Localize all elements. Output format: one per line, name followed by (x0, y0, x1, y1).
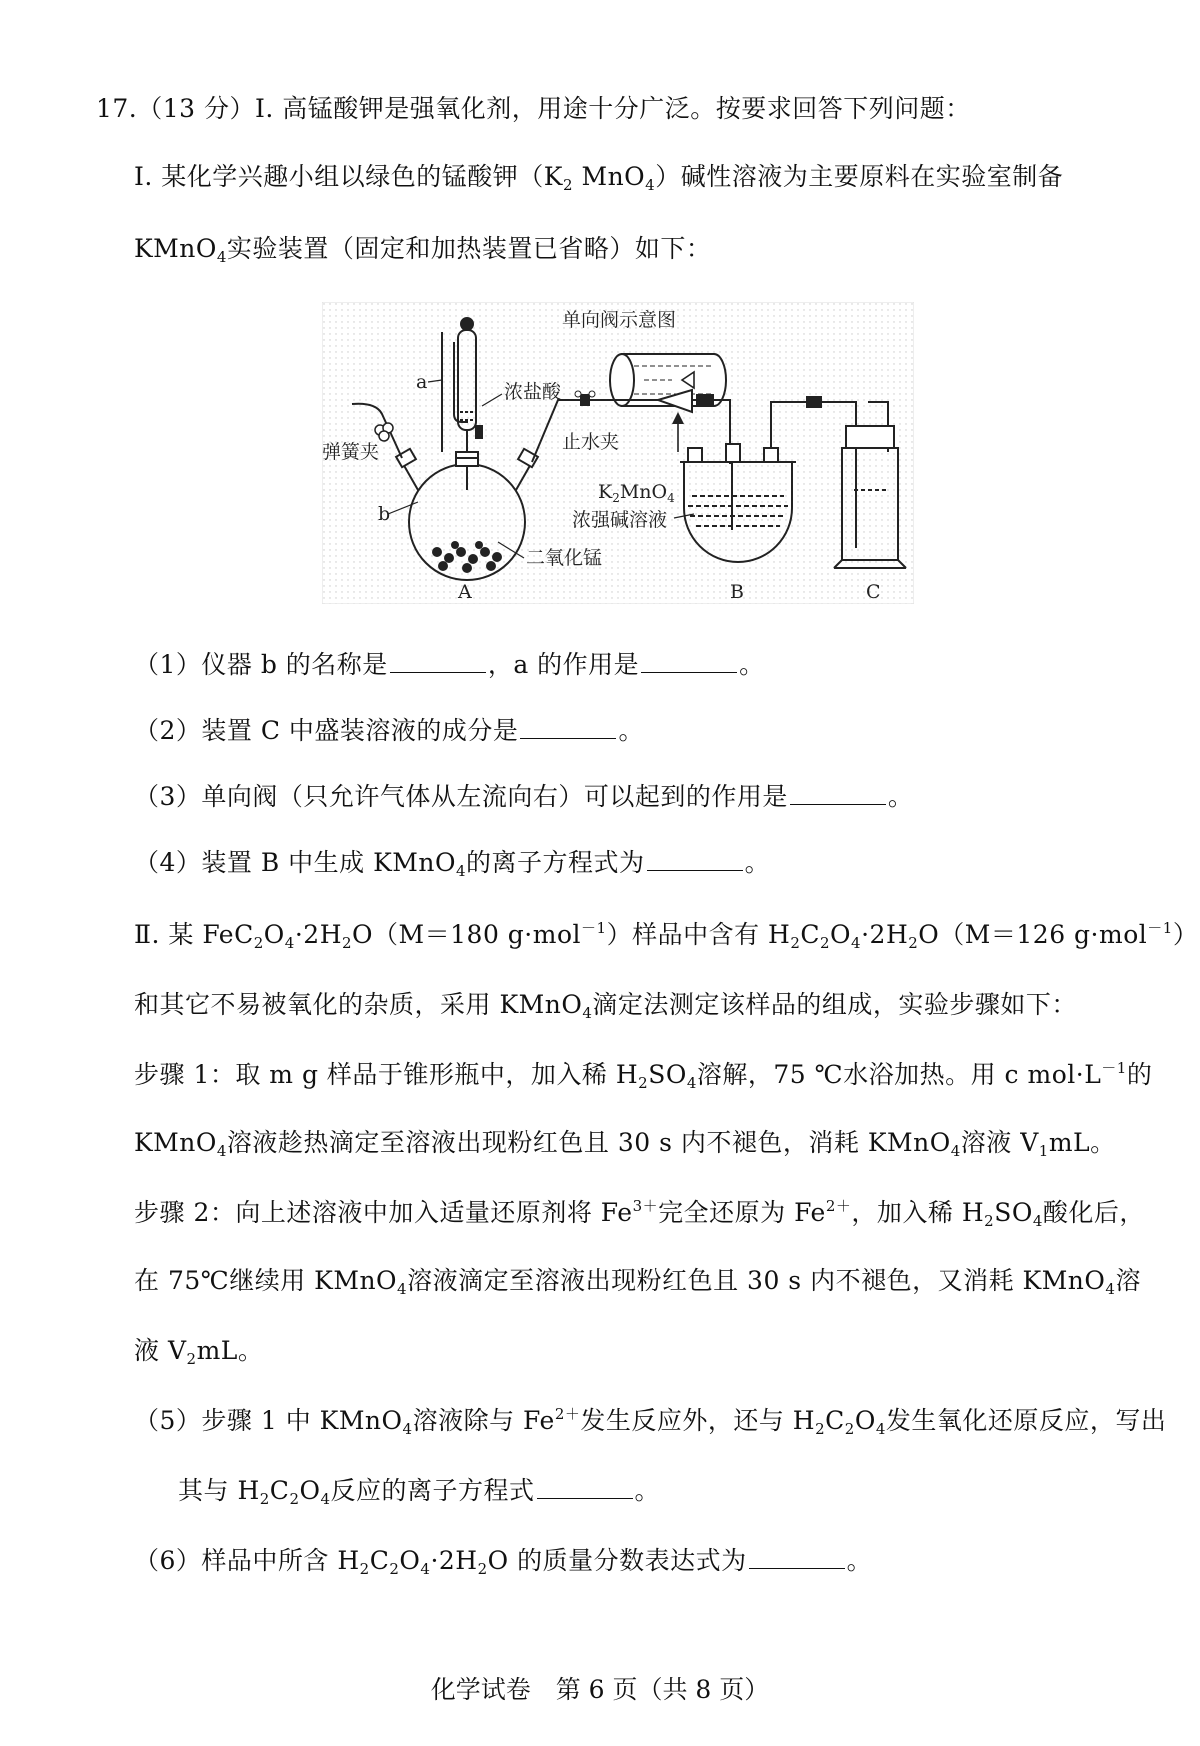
part2-line1: Ⅱ. 某 $FeC_2O_4\cdot 2H_2O(M=180$ g·mol$^{-1}$）样品中含有 $H_2C_2O_4\cdot 2H_2O(M=126$ g·mol$^{-1}$） (134, 919, 1199, 952)
answer-blank[interactable] (537, 1476, 633, 1499)
step1-line1: 步骤 1：取 m g 样品于锥形瓶中，加入稀 $H_2SO_4$溶解，75 ℃水浴加热。用 c $mol\cdot L^{-1}$的 (134, 1059, 1153, 1092)
step2-line2: 在 75℃继续用 KMnO$_4$溶液滴定至溶液出现粉红色且 30 s 内不褪色，又消耗 KMnO$_4$溶 (134, 1266, 1141, 1298)
label-spring-clamp: 弹簧夹 (322, 441, 380, 463)
label-conc-hcl: 浓盐酸 (504, 381, 562, 403)
part2-line2: 和其它不易被氧化的杂质，采用 KMnO$_4$滴定法测定该样品的组成，实验步骤如下： (134, 990, 1077, 1022)
label-stop-clamp: 止水夹 (562, 431, 620, 453)
part1-intro-line2: KMnO$_4$实验装置（固定和加热装置已省略）如下： (134, 234, 712, 266)
part1-intro-line1: I. 某化学兴趣小组以绿色的锰酸钾（$K_2$ MnO$_4$）碱性溶液为主要原料在实验室制备 (134, 162, 1064, 194)
step1-line2: KMnO$_4$溶液趁热滴定至溶液出现粉红色且 30 s 内不褪色，消耗 KMnO$_4$溶液 $V_1mL$。 (134, 1128, 1116, 1160)
answer-blank[interactable] (641, 650, 737, 673)
question-6: （6）样品中所含 $H_2C_2O_4\cdot 2H_2O$ 的质量分数表达式为 。 (134, 1546, 873, 1578)
label-mno2: 二氧化锰 (526, 547, 603, 569)
question-header: 17.（13 分）I. 高锰酸钾是强氧化剂，用途十分广泛。按要求回答下列问题： (96, 94, 971, 123)
caption-B: B (730, 581, 744, 603)
answer-blank[interactable] (390, 650, 486, 673)
question-5-line1: （5）步骤 1 中 KMnO$_4$溶液除与 $Fe^{2+}$发生反应外，还与 $H_2C_2O_4$发生氧化还原反应，写出 (134, 1405, 1167, 1438)
question-1: （1）仪器 b 的名称是 ，a 的作用是 。 (134, 650, 765, 679)
caption-C: C (866, 581, 881, 603)
question-3: （3）单向阀（只允许气体从左流向右）可以起到的作用是 。 (134, 782, 914, 811)
question-5-line2: 其与 $H_2C_2O_4$反应的离子方程式 。 (178, 1476, 661, 1508)
check-valve-title: 单向阀示意图 (562, 309, 677, 331)
apparatus-figure (322, 302, 914, 604)
label-strong-base: 浓强碱溶液 (572, 509, 668, 531)
answer-blank[interactable] (790, 782, 886, 805)
tube-connector-1 (696, 394, 714, 406)
answer-blank[interactable] (647, 848, 743, 871)
question-2: （2）装置 C 中盛装溶液的成分是 。 (134, 716, 644, 745)
label-k2mno4: $K_2MnO_4$ (598, 481, 675, 505)
answer-blank[interactable] (520, 716, 616, 739)
step2-line3: 液 $V_2mL$。 (134, 1336, 264, 1368)
caption-A: A (458, 581, 472, 603)
answer-blank[interactable] (749, 1546, 845, 1569)
question-4: （4）装置 B 中生成 KMnO$_4$的离子方程式为 。 (134, 848, 771, 880)
page-footer: 化学试卷 第 6 页（共 8 页） (430, 1675, 770, 1704)
tube-connector-2 (806, 396, 822, 408)
label-a: a (416, 371, 428, 393)
label-b: b (378, 503, 391, 525)
step2-line1: 步骤 2：向上述溶液中加入适量还原剂将 $Fe^{3+}$完全还原为 $Fe^{2+}$，加入稀 $H_2SO_4$酸化后， (134, 1197, 1145, 1230)
